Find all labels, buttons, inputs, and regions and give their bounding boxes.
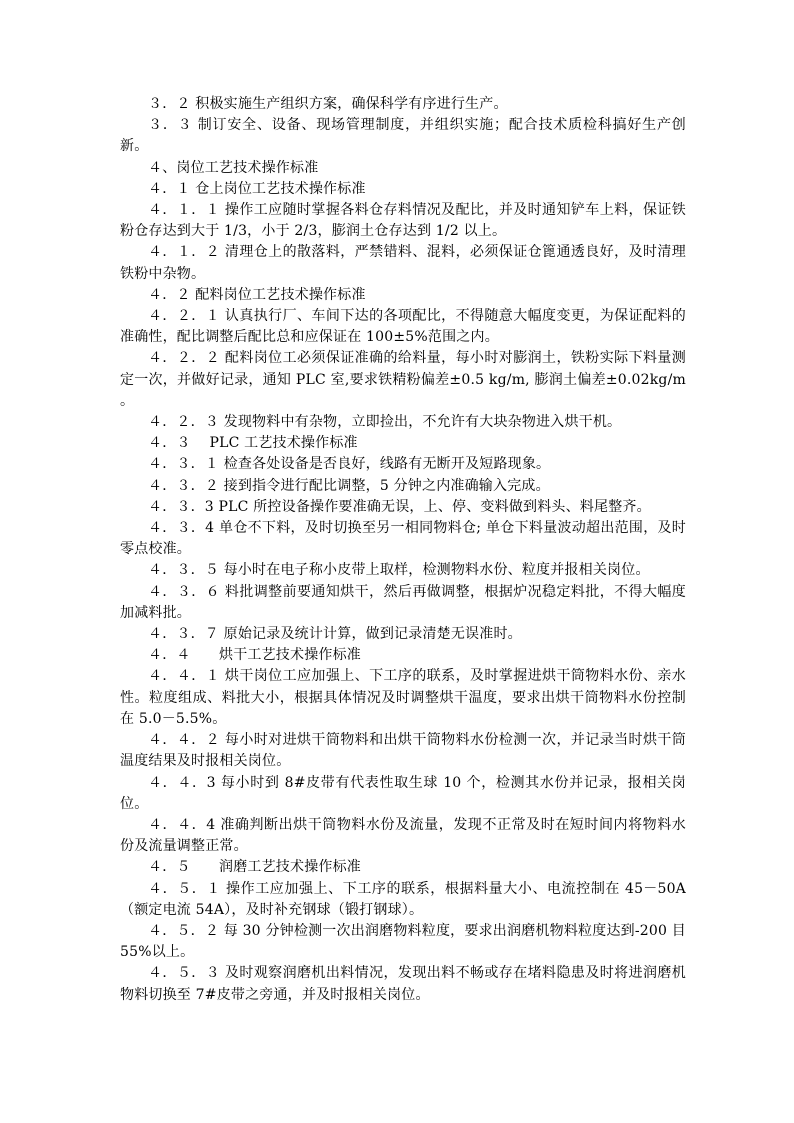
paragraph-4-5-1: ４．５．１ 操作工应加强上、下工序的联系，根据料量大小、电流控制在 45－50A（额定电流 54A），及时补充钢球（锻打钢球）。 bbox=[120, 880, 686, 918]
paragraph-3-3: ３．３ 制订安全、设备、现场管理制度，并组织实施；配合技术质检科搞好生产创新。 bbox=[120, 117, 686, 155]
paragraph-4-2-1: ４．２．１ 认真执行厂、车间下达的各项配比，不得随意大幅度变更，为保证配料的准确性，配比调整后配比总和应保证在 100±5%范围之内。 bbox=[120, 308, 686, 346]
section-heading-4-2: ４．２ 配料岗位工艺技术操作标准 bbox=[148, 286, 366, 303]
paragraph-4-5-2: ４．５．２ 每 30 分钟检测一次出润磨物料粒度，要求出润磨机物料粒度达到-200 目 55%以上。 bbox=[120, 922, 686, 961]
paragraph-4-4-4: ４．４．4 准确判断出烘干筒物料水份及流量，发现不正常及时在短时间内将物料水份及流量调整正常。 bbox=[120, 816, 686, 855]
section-heading-4-3: ４．３ PLC 工艺技术操作标准 bbox=[148, 435, 358, 452]
paragraph-4-4-2: ４．４．２ 每小时对进烘干筒物料和出烘干筒物料水份检测一次，并记录当时烘干筒温度结果及时报相关岗位。 bbox=[120, 732, 686, 770]
paragraph-4-2-2: ４．２．２ 配料岗位工必须保证准确的给料量，每小时对膨润土，铁粉实际下料量测定一次，并做好记录，通知 PLC 室,要求铁精粉偏差±0.5 kg/m, 膨润土偏差±0.02kg/m 。 bbox=[120, 350, 686, 409]
paragraph-4-3-7: ４．３．７ 原始记录及统计计算，做到记录清楚无误准时。 bbox=[148, 626, 522, 643]
paragraph-4-5-3: ４．５．３ 及时观察润磨机出料情况，发现出料不畅或存在堵料隐患及时将进润磨机物料切换至 7#皮带之旁通，并及时报相关岗位。 bbox=[120, 965, 686, 1003]
paragraph-4-3-1: ４．３．１ 检查各处设备是否良好，线路有无断开及短路现象。 bbox=[148, 456, 551, 473]
paragraph-4-3-4: ４．３．4 单仓不下料，及时切换至另一相同物料仓; 单仓下料量波动超出范围，及时零点校准。 bbox=[120, 520, 686, 558]
document-page bbox=[120, 94, 686, 1006]
section-heading-4: ４、岗位工艺技术操作标准 bbox=[148, 159, 319, 176]
paragraph-4-4-1: ４．４．１ 烘干岗位工应加强上、下工序的联系，及时掌握进烘干筒物料水份、亲水性。粒度组成、料批大小，根据具体情况及时调整烘干温度，要求出烘干筒物料水份控制在 5.0－5.5%。 bbox=[120, 668, 686, 727]
paragraph-4-3-6: ４．３．６ 料批调整前要通知烘干，然后再做调整，根据炉况稳定料批，不得大幅度加减料批。 bbox=[120, 583, 686, 621]
paragraph-4-1-2: ４．１．２ 清理仓上的散落料，严禁错料、混料，必须保证仓篦通透良好，及时清理铁粉中杂物。 bbox=[120, 244, 686, 282]
section-heading-4-1: ４．１ 仓上岗位工艺技术操作标准 bbox=[148, 180, 366, 197]
section-heading-4-4: ４．４ 烘干工艺技术操作标准 bbox=[148, 647, 361, 664]
paragraph-4-3-3: ４．３．3 PLC 所控设备操作要准确无误，上、停、变料做到料头、料尾整齐。 bbox=[148, 498, 651, 515]
paragraph-4-4-3: ４．４．3 每小时到 8#皮带有代表性取生球 10 个，检测其水份并记录，报相关岗位。 bbox=[120, 774, 686, 812]
section-heading-4-5: ４．５ 润磨工艺技术操作标准 bbox=[148, 859, 361, 876]
paragraph-4-3-5: ４．３．５ 每小时在电子称小皮带上取样，检测物料水份、粒度并报相关岗位。 bbox=[148, 562, 650, 579]
paragraph-3-2: ３．２ 积极实施生产组织方案，确保科学有序进行生产。 bbox=[148, 96, 508, 112]
paragraph-4-2-3: ４．２．３ 发现物料中有杂物，立即捡出，不允许有大块杂物进入烘干机。 bbox=[148, 414, 622, 431]
paragraph-4-3-2: ４．３．２ 接到指令进行配比调整，5 分钟之内准确输入完成。 bbox=[148, 477, 550, 494]
paragraph-4-1-1: ４．１．１ 操作工应随时掌握各料仓存料情况及配比，并及时通知铲车上料，保证铁粉仓存达到大于 1/3，小于 2/3，膨润土仓存达到 1/2 以上。 bbox=[120, 202, 686, 240]
